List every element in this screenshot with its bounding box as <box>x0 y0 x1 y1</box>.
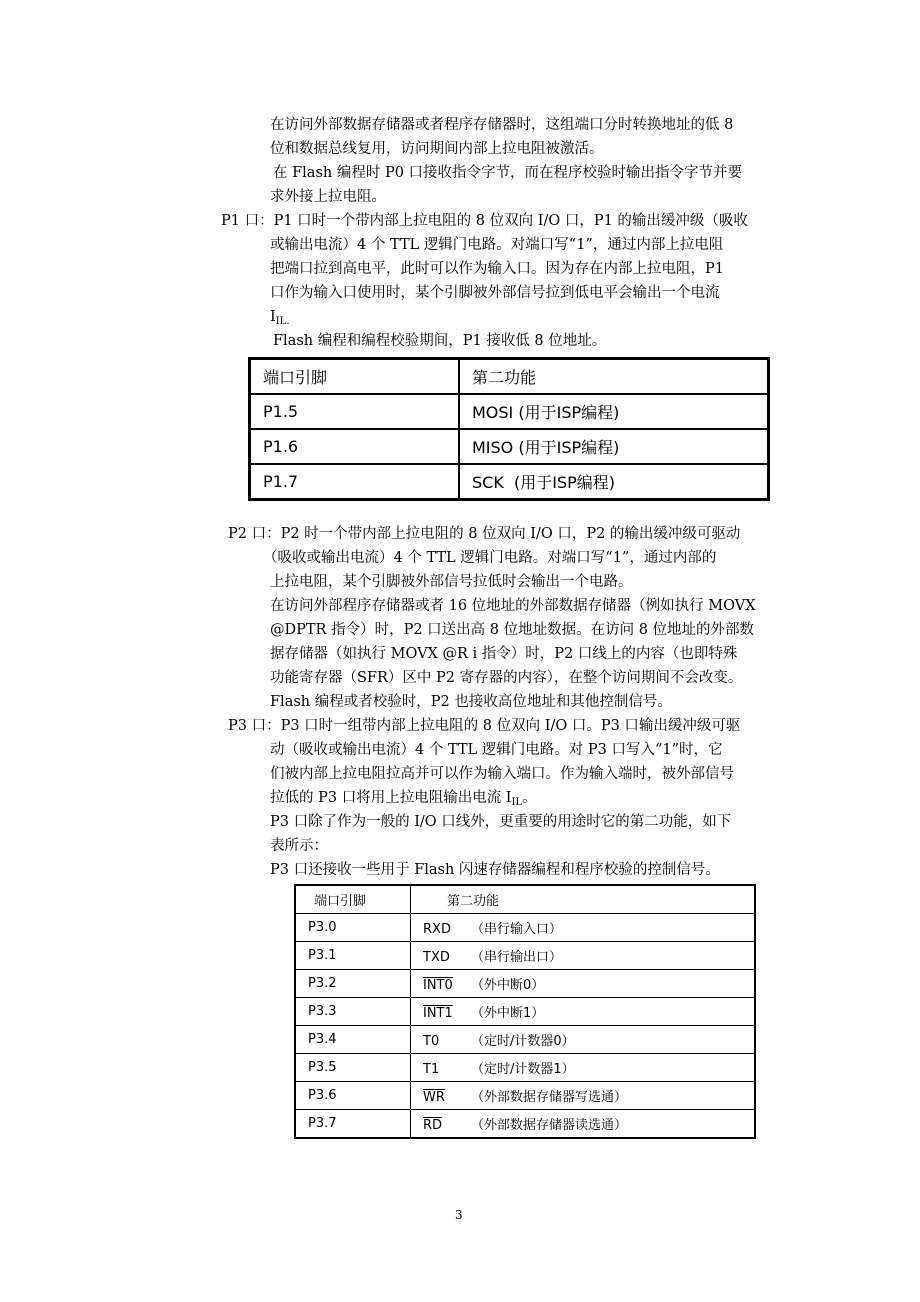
table-cell-pin: P1.5 <box>250 394 460 429</box>
p2-line-5: @DPTR 指令）时，P2 口送出高 8 位地址数据。在访问 8 位地址的外部数 <box>270 622 755 638</box>
function-name: RXD <box>423 922 451 937</box>
p3-line-2: 动（吸收或输出电流）4 个 TTL 逻辑门电路。对 P3 口写入“1”时，它 <box>270 742 723 758</box>
p1-iil-sub: IL. <box>275 316 290 327</box>
p0-line-3: 在 Flash 编程时 P0 口接收指令字节，而在程序校验时输出指令字节并要 <box>273 165 743 181</box>
p2-line-7: 功能寄存器（SFR）区中 P2 寄存器的内容），在整个访问期间不会改变。 <box>270 670 743 686</box>
p3-line-1: P3 口：P3 口时一组带内部上拉电阻的 8 位双向 I/O 口。P3 口输出缓冲级可驱 <box>228 718 741 734</box>
table-cell-function <box>411 998 756 1026</box>
table-cell-function <box>411 914 756 942</box>
p3-line-5: P3 口除了作为一般的 I/O 口线外，更重要的用途时它的第二功能，如下 <box>270 814 732 830</box>
p3-iil-pre: 拉低的 P3 口将用上拉电阻输出电流 I <box>270 790 512 806</box>
table-row <box>250 429 769 464</box>
table-cell-pin: P1.7 <box>250 464 460 500</box>
p1-iil <box>270 307 290 332</box>
p0-line-2: 位和数据总线复用，访问期间内部上拉电阻被激活。 <box>270 141 604 157</box>
p2-line-6: 据存储器（如执行 MOVX @R i 指令）时，P2 口线上的内容（也即特殊 <box>270 646 738 662</box>
function-name: T1 <box>423 1062 440 1077</box>
function-name: $\overline{WR}$ <box>423 1090 445 1105</box>
p1-line-4: 口作为输入口使用时，某个引脚被外部信号拉到低电平会输出一个电流 <box>270 285 720 301</box>
function-name: INT0 <box>423 978 453 993</box>
table-row <box>295 1026 755 1054</box>
function-desc: （定时/计数器0） <box>471 1034 575 1049</box>
table-row <box>295 998 755 1026</box>
table-cell-pin: P3.2 <box>295 970 411 998</box>
function-name: INT1 <box>423 1006 453 1021</box>
p0-line-1: 在访问外部数据存储器或者程序存储器时，这组端口分时转换地址的低 8 <box>270 117 734 133</box>
table-cell-pin: P3.4 <box>295 1026 411 1054</box>
table-cell-function: SCK (用于ISP编程) <box>459 464 769 500</box>
table-cell-pin: P3.6 <box>295 1082 411 1110</box>
table-cell-function <box>411 1054 756 1082</box>
table-cell-function <box>411 970 756 998</box>
function-desc: （定时/计数器1） <box>471 1062 575 1077</box>
p1-flash-line: Flash 编程和编程校验期间，P1 接收低 8 位地址。 <box>273 333 607 349</box>
table-header-function: 第二功能 <box>459 359 769 395</box>
p2-line-1: P2 口：P2 时一个带内部上拉电阻的 8 位双向 I/O 口，P2 的输出缓冲级可驱动 <box>228 526 741 542</box>
function-name: T0 <box>423 1034 440 1049</box>
function-desc: （外部数据存储器读选通） <box>471 1118 628 1133</box>
table-cell-pin: P3.7 <box>295 1110 411 1139</box>
table-row <box>295 1110 755 1139</box>
p1-iil-main: I <box>270 309 276 325</box>
p2-line-8: Flash 编程或者校验时，P2 也接收高位地址和其他控制信号。 <box>270 694 672 710</box>
p2-line-4: 在访问外部程序存储器或者 16 位地址的外部数据存储器（例如执行 MOVX <box>270 598 756 614</box>
p1-function-table <box>248 357 770 501</box>
table-row <box>295 1082 755 1110</box>
table-header-pin: 端口引脚 <box>250 359 460 395</box>
table-row <box>295 942 755 970</box>
table-row <box>295 1054 755 1082</box>
table-cell-pin: P1.6 <box>250 429 460 464</box>
table-cell-function <box>411 1026 756 1054</box>
function-desc: （串行输出口） <box>471 950 563 965</box>
table-cell-pin: P3.3 <box>295 998 411 1026</box>
table-header-row <box>250 359 769 395</box>
p1-line-1: P1 口：P1 口时一个带内部上拉电阻的 8 位双向 I/O 口，P1 的输出缓冲级（吸收 <box>221 213 748 229</box>
table-cell-pin: P3.0 <box>295 914 411 942</box>
table-cell-function <box>411 1082 756 1110</box>
table-row <box>250 394 769 429</box>
table-header-row <box>295 885 755 914</box>
p3-iil-sub: IL <box>511 797 523 808</box>
p1-line-2: 或输出电流）4 个 TTL 逻辑门电路。对端口写“1”，通过内部上拉电阻 <box>270 237 724 253</box>
function-desc: （外部数据存储器写选通） <box>471 1090 628 1105</box>
p3-line-4 <box>270 788 537 813</box>
table-cell-pin: P3.5 <box>295 1054 411 1082</box>
table-header-function: 第二功能 <box>411 885 756 914</box>
table-cell-function: MISO (用于ISP编程) <box>459 429 769 464</box>
table-row <box>295 970 755 998</box>
function-name: TXD <box>423 950 450 965</box>
p3-iil-post: 。 <box>522 790 537 806</box>
p2-line-2: （吸收或输出电流）4 个 TTL 逻辑门电路。对端口写“1”，通过内部的 <box>263 550 717 566</box>
table-cell-function <box>411 942 756 970</box>
table-header-pin: 端口引脚 <box>295 885 411 914</box>
p3-function-table <box>294 884 756 1139</box>
function-desc: （外中断0） <box>471 978 545 993</box>
p0-line-4: 求外接上拉电阻。 <box>270 189 386 205</box>
function-desc: （外中断1） <box>471 1006 545 1021</box>
p3-line-6: 表所示： <box>270 838 328 854</box>
page-number: 3 <box>455 1208 463 1222</box>
table-cell-function <box>411 1110 756 1139</box>
table-row <box>295 914 755 942</box>
p3-line-3: 们被内部上拉电阻拉高并可以作为输入端口。作为输入端时，被外部信号 <box>270 766 734 782</box>
table-row <box>250 464 769 500</box>
function-name: $\overline{RD}$ <box>423 1118 443 1133</box>
p2-line-3: 上拉电阻，某个引脚被外部信号拉低时会输出一个电路。 <box>270 574 633 590</box>
function-desc: （串行输入口） <box>471 922 563 937</box>
p1-line-3: 把端口拉到高电平，此时可以作为输入口。因为存在内部上拉电阻，P1 <box>270 261 724 277</box>
table-cell-pin: P3.1 <box>295 942 411 970</box>
table-cell-function: MOSI (用于ISP编程) <box>459 394 769 429</box>
p3-line-7: P3 口还接收一些用于 Flash 闪速存储器编程和程序校验的控制信号。 <box>270 862 720 878</box>
